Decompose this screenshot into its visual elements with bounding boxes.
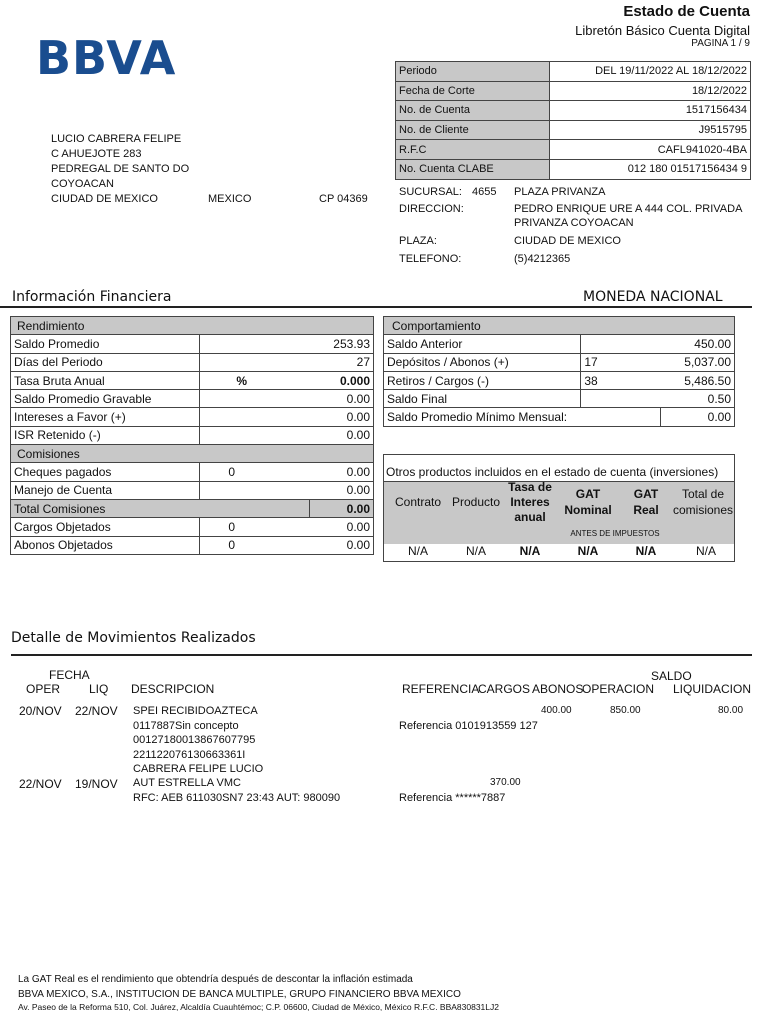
row-value: 0.00 — [310, 536, 374, 554]
row-value: 253.93 — [310, 335, 374, 353]
customer-street: C AHUEJOTE 283 — [51, 148, 142, 160]
row-value: 450.00 — [661, 335, 735, 353]
mov-oper-date: 20/NOV — [19, 704, 62, 718]
bbva-logo: BBVA — [36, 31, 177, 85]
branch-direccion-line1: PEDRO ENRIQUE URE A 444 COL. PRIVADA — [514, 203, 743, 215]
col-liq: LIQ — [89, 682, 109, 696]
col-liquidacion: LIQUIDACION — [673, 682, 752, 696]
row-mid: 0 — [200, 518, 310, 536]
branch-sucursal-label: SUCURSAL: — [399, 186, 462, 198]
footer-gat-note: La GAT Real es el rendimiento que obtendría después de descontar la inflación estimada — [18, 974, 413, 985]
info-value: 012 180 01517156434 9 — [550, 159, 751, 179]
rendimiento-row — [11, 408, 374, 426]
mov-desc-line: RFC: AEB 611030SN7 23:43 AUT: 980090 — [133, 792, 341, 804]
row-mid: 0 — [200, 463, 310, 481]
antes-impuestos-label: ANTES DE IMPUESTOS — [570, 529, 660, 538]
info-value: J9515795 — [550, 120, 751, 140]
row-mid: 17 — [581, 353, 661, 371]
col-descripcion: DESCRIPCION — [131, 682, 215, 696]
objetados-row — [11, 518, 374, 536]
mov-liq-date: 22/NOV — [75, 704, 118, 718]
row-value: 0.00 — [310, 408, 374, 426]
customer-address — [51, 132, 189, 207]
col-gat-real: GAT Real — [633, 487, 659, 517]
col-oper: OPER — [26, 682, 61, 696]
row-value: 5,037.00 — [661, 353, 735, 371]
rendimiento-row — [11, 390, 374, 408]
row-label: Retiros / Cargos (-) — [384, 371, 581, 389]
comportamiento-row — [384, 390, 735, 408]
mov-desc-line: SPEI RECIBIDOAZTECA — [133, 705, 258, 717]
financial-section-title: Información Financiera — [12, 289, 172, 305]
value-gat-nominal: N/A — [577, 544, 599, 558]
info-value: CAFL941020-4BA — [550, 140, 751, 160]
mov-liq-date: 19/NOV — [75, 777, 118, 791]
value-total-comisiones: N/A — [695, 544, 716, 558]
row-mid: 38 — [581, 371, 661, 389]
col-abonos: ABONOS — [532, 682, 584, 696]
branch-plaza-value: CIUDAD DE MEXICO — [514, 235, 621, 247]
branch-plaza-label: PLAZA: — [399, 235, 437, 247]
row-label: Depósitos / Abonos (+) — [384, 353, 581, 371]
info-row-cuenta — [396, 101, 751, 121]
comportamiento-row — [384, 353, 735, 371]
col-cargos: CARGOS — [478, 682, 531, 696]
page-number: PAGINA 1 / 9 — [691, 38, 750, 49]
info-row-fecha-corte — [396, 81, 751, 101]
info-value: 1517156434 — [550, 101, 751, 121]
comportamiento-row — [384, 371, 735, 389]
section-header: Comisiones — [11, 445, 374, 463]
movements-section-title: Detalle de Movimientos Realizados — [11, 630, 256, 646]
mov-description — [133, 776, 340, 806]
branch-telefono-value: (5)4212365 — [514, 253, 571, 265]
row-mid — [200, 335, 310, 353]
comisiones-row — [11, 481, 374, 499]
row-mid — [200, 408, 310, 426]
row-label: Saldo Promedio — [11, 335, 200, 353]
info-row-cliente — [396, 120, 751, 140]
footer-bank-address: Av. Paseo de la Reforma 510, Col. Juárez, Alcaldía Cuauhtémoc; C.P. 06600, Ciudad de México, México R.F.C. BBA830831LJ2 — [18, 1002, 499, 1012]
mov-desc-line: 00127180013867607795 — [133, 734, 256, 747]
value-gat-real: N/A — [635, 544, 657, 558]
branch-sucursal-name: PLAZA PRIVANZA — [514, 186, 606, 198]
rendimiento-row — [11, 353, 374, 371]
info-label: Fecha de Corte — [396, 81, 550, 101]
info-label: No. de Cliente — [396, 120, 550, 140]
row-value: 0.00 — [310, 499, 374, 517]
comisiones-header — [11, 445, 374, 463]
customer-name: LUCIO CABRERA FELIPE — [51, 133, 182, 145]
currency-label: MONEDA NACIONAL — [583, 289, 723, 305]
row-mid — [581, 335, 661, 353]
row-value: 0.00 — [661, 408, 735, 426]
info-row-clabe — [396, 159, 751, 179]
mov-reference: Referencia 0101913559 127 — [399, 720, 538, 732]
row-value: 0.50 — [661, 390, 735, 408]
col-tasa: Tasa de Interes anual — [508, 480, 552, 524]
mov-desc-line: CABRERA FELIPE LUCIO — [133, 763, 264, 776]
info-value: 18/12/2022 — [550, 81, 751, 101]
info-label: No. Cuenta CLABE — [396, 159, 550, 179]
section-header: Comportamiento — [384, 317, 735, 335]
account-info-table — [395, 61, 751, 180]
mov-abonos: 400.00 — [541, 705, 572, 716]
mov-operacion: 850.00 — [610, 705, 641, 716]
row-mid — [200, 390, 310, 408]
customer-country: MEXICO — [208, 193, 252, 205]
customer-city: CIUDAD DE MEXICO — [51, 193, 158, 205]
comportamiento-row — [384, 408, 735, 426]
branch-direccion-label: DIRECCION: — [399, 203, 464, 215]
row-mid — [200, 426, 310, 444]
col-operacion: OPERACION — [582, 682, 655, 696]
value-producto: N/A — [465, 544, 486, 558]
section-header: Rendimiento — [11, 317, 374, 335]
row-value: 5,486.50 — [661, 371, 735, 389]
row-value: 0.00 — [310, 426, 374, 444]
row-mid — [581, 390, 661, 408]
otros-productos-title: Otros productos incluidos en el estado de cuenta (inversiones) — [386, 465, 719, 479]
customer-colony: PEDREGAL DE SANTO DO — [51, 163, 190, 175]
row-label: Saldo Final — [384, 390, 581, 408]
row-value: 27 — [310, 353, 374, 371]
row-label: Saldo Promedio Mínimo Mensual: — [384, 408, 661, 426]
section-divider — [0, 306, 752, 308]
info-label: Periodo — [396, 62, 550, 82]
row-label: Días del Periodo — [11, 353, 200, 371]
row-label: Cargos Objetados — [11, 518, 200, 536]
rendimiento-row — [11, 335, 374, 353]
value-contrato: N/A — [407, 544, 428, 558]
comportamiento-row — [384, 335, 735, 353]
row-mid: 0 — [200, 536, 310, 554]
col-referencia: REFERENCIA — [402, 682, 480, 696]
info-label: No. de Cuenta — [396, 101, 550, 121]
row-value: 0.00 — [310, 481, 374, 499]
comportamiento-table — [383, 316, 735, 427]
value-tasa: N/A — [519, 544, 541, 558]
comportamiento-header — [384, 317, 735, 335]
mov-desc-line: 0117887Sin concepto — [133, 719, 239, 732]
customer-municipality: COYOACAN — [51, 178, 114, 190]
row-label: Abonos Objetados — [11, 536, 200, 554]
rendimiento-row — [11, 371, 374, 389]
mov-oper-date: 22/NOV — [19, 777, 62, 791]
rendimiento-row — [11, 426, 374, 444]
mov-cargos: 370.00 — [490, 777, 521, 788]
rendimiento-header — [11, 317, 374, 335]
row-value: 0.00 — [310, 518, 374, 536]
col-total-comisiones: Total de comisiones — [672, 487, 734, 517]
branch-sucursal-number: 4655 — [472, 186, 497, 198]
row-label: Tasa Bruta Anual — [11, 371, 200, 389]
statement-title: Estado de Cuenta — [623, 3, 750, 20]
row-mid — [200, 481, 310, 499]
info-value: DEL 19/11/2022 AL 18/12/2022 — [550, 62, 751, 82]
row-label: Cheques pagados — [11, 463, 200, 481]
row-value: 0.00 — [310, 463, 374, 481]
info-row-rfc — [396, 140, 751, 160]
comisiones-row — [11, 463, 374, 481]
row-label: ISR Retenido (-) — [11, 426, 200, 444]
col-saldo: SALDO — [651, 669, 692, 683]
footer-bank-name: BBVA MEXICO, S.A., INSTITUCION DE BANCA MULTIPLE, GRUPO FINANCIERO BBVA MEXICO — [18, 989, 461, 1000]
row-label: Manejo de Cuenta — [11, 481, 200, 499]
otros-productos-box — [383, 454, 735, 562]
mov-liquidacion: 80.00 — [718, 705, 744, 716]
row-label: Saldo Anterior — [384, 335, 581, 353]
info-label: R.F.C — [396, 140, 550, 160]
objetados-row — [11, 536, 374, 554]
customer-cp: CP 04369 — [319, 193, 368, 205]
mov-reference: Referencia ******7887 — [399, 792, 506, 804]
row-mid: % — [200, 371, 310, 389]
mov-desc-line: 221122076130663361I — [133, 748, 246, 761]
total-comisiones-row — [11, 499, 374, 517]
row-value: 0.000 — [310, 371, 374, 389]
row-label: Total Comisiones — [11, 499, 310, 517]
col-producto: Producto — [451, 495, 501, 509]
row-mid — [200, 353, 310, 371]
col-gat-nominal: GAT Nominal — [564, 487, 612, 517]
mov-desc-line: AUT ESTRELLA VMC — [133, 777, 241, 789]
statement-subtitle: Libretón Básico Cuenta Digital — [575, 23, 750, 38]
row-label: Intereses a Favor (+) — [11, 408, 200, 426]
info-row-periodo — [396, 62, 751, 82]
row-value: 0.00 — [310, 390, 374, 408]
branch-direccion-line2: PRIVANZA COYOACAN — [514, 217, 634, 229]
mov-description — [133, 704, 263, 777]
col-contrato: Contrato — [394, 495, 442, 509]
rendimiento-table — [10, 316, 374, 555]
branch-telefono-label: TELEFONO: — [399, 253, 462, 265]
movements-divider — [11, 654, 752, 656]
row-label: Saldo Promedio Gravable — [11, 390, 200, 408]
col-fecha: FECHA — [49, 668, 90, 682]
